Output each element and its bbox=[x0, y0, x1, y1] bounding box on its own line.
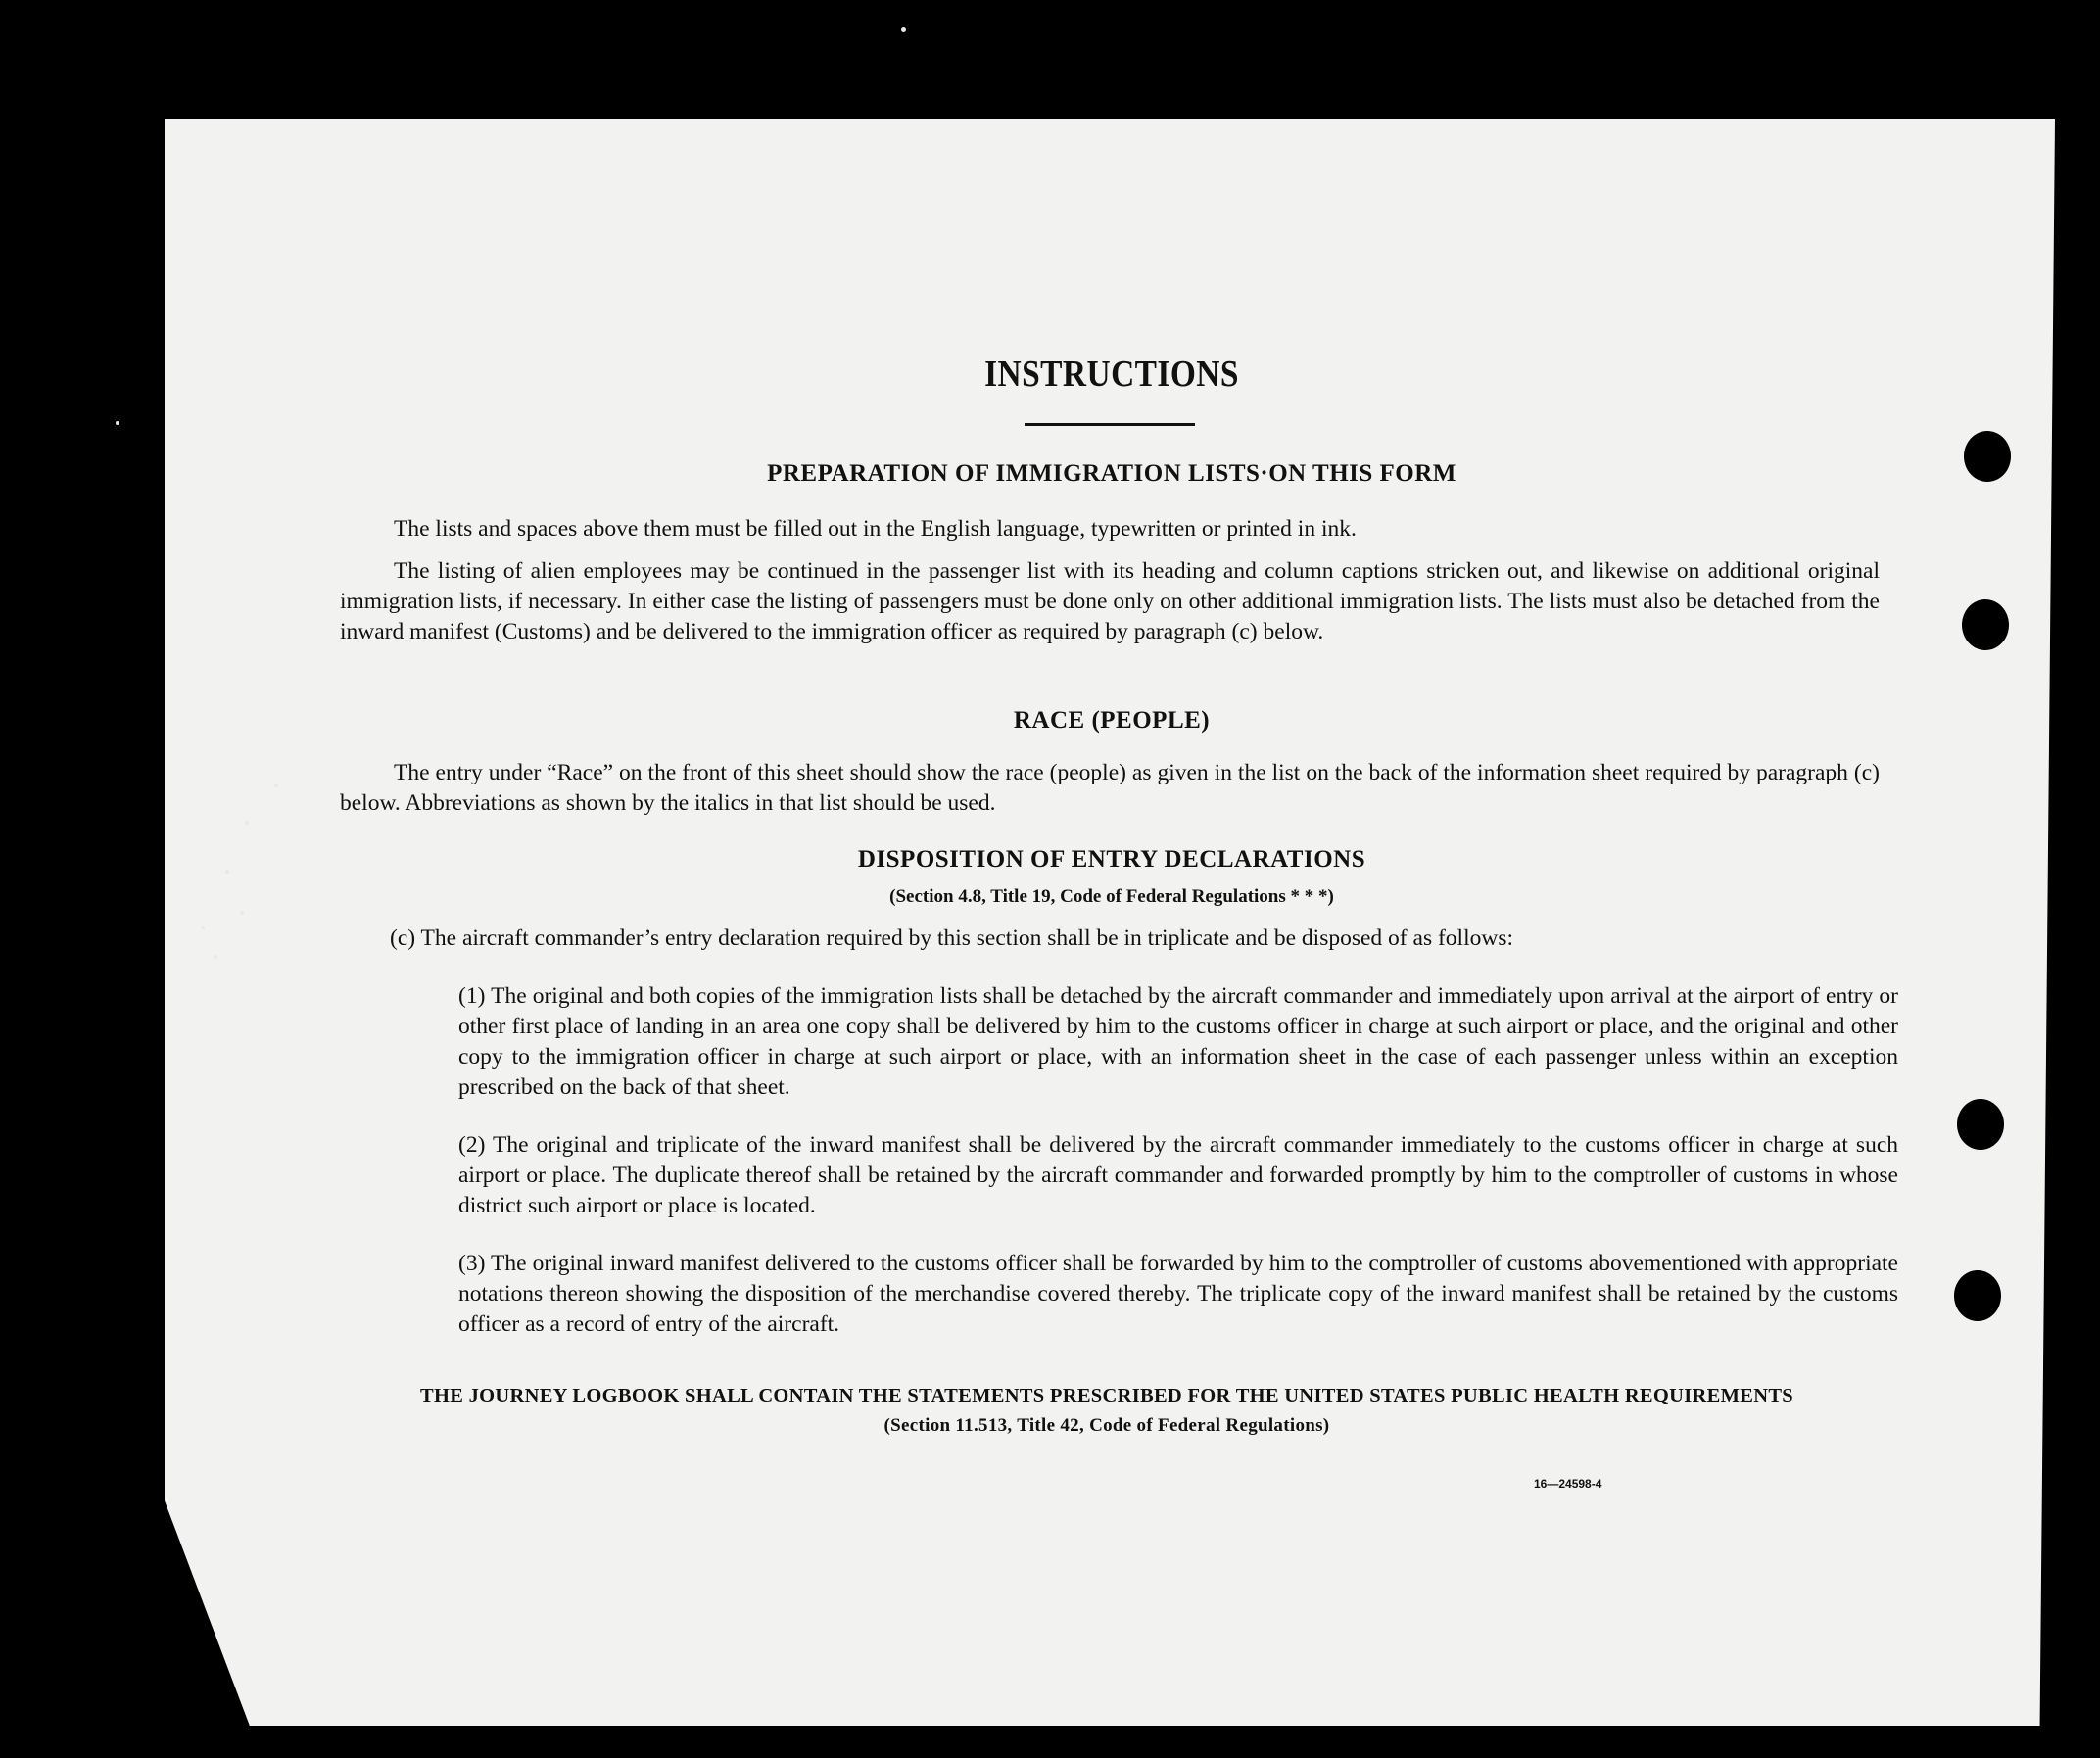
section-heading-race: RACE (PEOPLE) bbox=[1013, 707, 1211, 734]
list-item-1: (1) The original and both copies of the immigration lists shall be detached by the aircraft commander and immediately upon arrival at the airport of entry or other first place of landing in an area one copy shall be delivered by him to the customs officer in charge at such airport or place, and the original and other copy to the immigration officer in charge at such airport or place, with an information sheet in the case of each passenger unless within an exception prescribed on the back of that sheet. bbox=[458, 983, 1898, 1100]
paragraph-alien-employees: The listing of alien employees may be continued in the passenger list with its heading and column captions stricken out, and likewise on additional original immigration lists, if necessary. In either case the listing of passengers must be done only on other additional immigration lists. The lists must also be detached from the inward manifest (Customs) and be delivered to the immigration officer as required by paragraph (c) below. bbox=[340, 558, 1880, 644]
paragraph-race: The entry under “Race” on the front of this sheet should show the race (people) as given in the list on the back of the information sheet required by paragraph (c) below. Abbreviations as shown by the italics in that list should be used. bbox=[340, 760, 1880, 816]
punch-hole bbox=[1962, 599, 2009, 650]
list-item-2: (2) The original and triplicate of the inward manifest shall be delivered by the aircraft commander immediately to the customs officer in charge at such airport or place. The duplicate thereof shall be retained by the aircraft commander and forwarded promptly by him to the comptroller of customs in whose district such airport or place is located. bbox=[458, 1132, 1898, 1218]
dust-speck bbox=[201, 926, 205, 929]
footer-regulation-citation: (Section 11.513, Title 42, Code of Federal Regulations) bbox=[883, 1415, 1330, 1436]
title-underline bbox=[1025, 423, 1195, 426]
dust-speck bbox=[116, 421, 119, 425]
dust-speck bbox=[240, 911, 244, 915]
punch-hole bbox=[1964, 431, 2011, 482]
punch-hole bbox=[1957, 1099, 2004, 1150]
dust-speck bbox=[214, 955, 217, 959]
section-subheading-disposition: (Section 4.8, Title 19, Code of Federal Regulations * * *) bbox=[889, 886, 1334, 907]
section-heading-preparation: PREPARATION OF IMMIGRATION LISTS·ON THIS FORM bbox=[767, 460, 1456, 487]
page-title: INSTRUCTIONS bbox=[984, 354, 1239, 395]
punch-hole bbox=[1954, 1270, 2001, 1321]
dust-speck bbox=[901, 27, 906, 32]
dust-speck bbox=[225, 870, 229, 874]
paragraph-entry-declaration: (c) The aircraft commander’s entry declaration required by this section shall be in triplicate and be disposed of as follows: bbox=[390, 926, 1513, 951]
section-heading-disposition: DISPOSITION OF ENTRY DECLARATIONS bbox=[857, 846, 1366, 873]
form-number: 16—24598-4 bbox=[1534, 1477, 1602, 1491]
footer-health-statement: THE JOURNEY LOGBOOK SHALL CONTAIN THE STATEMENTS PRESCRIBED FOR THE UNITED STATES PUBLIC HEALTH REQUIREMENTS bbox=[419, 1385, 1794, 1406]
list-item-3: (3) The original inward manifest delivered to the customs officer shall be forwarded by him to the comptroller of customs abovementioned with appropriate notations thereon showing the disposition of the merchandise covered thereby. The triplicate copy of the inward manifest shall be retained by the customs officer as a record of entry of the aircraft. bbox=[458, 1251, 1898, 1337]
paragraph-language: The lists and spaces above them must be filled out in the English language, typewritten or printed in ink. bbox=[394, 516, 1357, 542]
dust-speck bbox=[245, 821, 249, 825]
dust-speck bbox=[274, 784, 278, 787]
